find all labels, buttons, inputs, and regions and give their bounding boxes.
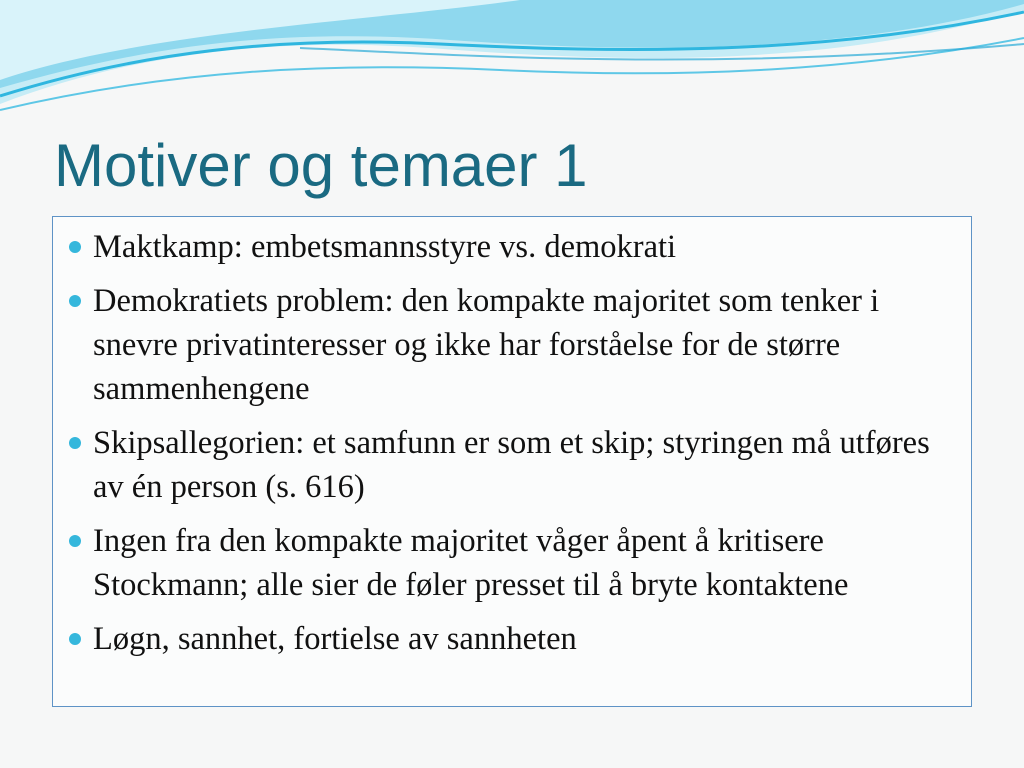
content-box	[52, 216, 972, 707]
bullet-item	[53, 519, 961, 607]
bullet-item	[53, 617, 961, 661]
header-wave-decoration	[0, 0, 1024, 130]
bullet-text: Demokratiets problem: den kompakte majoritet som tenker i snevre privatinteresser og ikke har forståelse for de større sammenhengene	[93, 283, 880, 407]
bullet-dot-icon	[69, 535, 81, 547]
bullet-text: Ingen fra den kompakte majoritet våger åpent å kritisere Stockmann; alle sier de føler presset til å bryte kontaktene	[93, 523, 849, 603]
bullet-item	[53, 225, 961, 269]
bullet-dot-icon	[69, 633, 81, 645]
bullet-item	[53, 421, 961, 509]
bullet-text: Løgn, sannhet, fortielse av sannheten	[93, 621, 577, 657]
bullet-list	[53, 217, 971, 661]
bullet-text: Maktkamp: embetsmannsstyre vs. demokrati	[93, 229, 677, 265]
bullet-dot-icon	[69, 241, 81, 253]
bullet-text: Skipsallegorien: et samfunn er som et skip; styringen må utføres av én person (s. 616)	[93, 425, 930, 505]
bullet-item	[53, 279, 961, 411]
bullet-dot-icon	[69, 295, 81, 307]
bullet-dot-icon	[69, 437, 81, 449]
slide-title: Motiver og temaer 1	[54, 132, 588, 199]
